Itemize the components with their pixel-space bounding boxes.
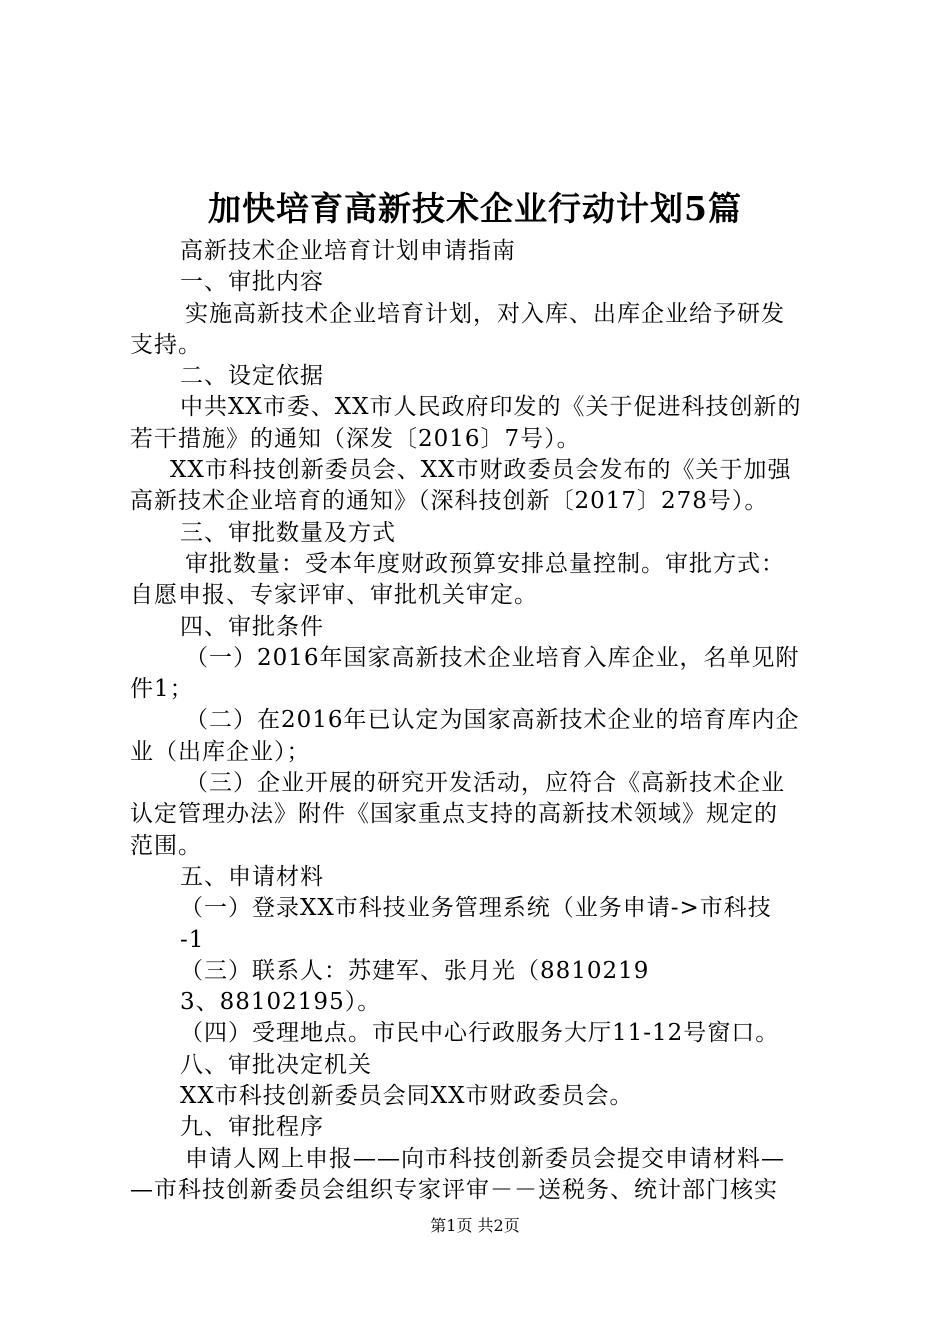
section-heading: 一、审批内容 bbox=[180, 269, 324, 296]
paragraph-line: （四）受理地点。市民中心行政服务大厅11-12号窗口。 bbox=[180, 1020, 780, 1047]
paragraph-line: 支持。 bbox=[130, 331, 202, 358]
section-heading: 三、审批数量及方式 bbox=[180, 519, 396, 546]
section-heading: 二、设定依据 bbox=[180, 363, 324, 390]
section-heading: 九、审批程序 bbox=[180, 1114, 324, 1141]
paragraph-line: 件1； bbox=[130, 676, 194, 703]
document-body bbox=[130, 236, 840, 1206]
paragraph-line: 范围。 bbox=[130, 832, 202, 859]
paragraph-line: 审批数量：受本年度财政预算安排总量控制。审批方式： bbox=[185, 550, 785, 577]
page-footer: 第1页 共2页 bbox=[430, 1216, 520, 1235]
paragraph-line: 中共XX市委、XX市人民政府印发的《关于促进科技创新的 bbox=[180, 394, 802, 421]
paragraph-line: 若干措施》的通知（深发〔2016〕7号）。 bbox=[130, 425, 581, 452]
section-heading: 四、审批条件 bbox=[180, 613, 324, 640]
paragraph-line: 3、88102195）。 bbox=[180, 989, 382, 1016]
section-heading: 八、审批决定机关 bbox=[180, 1051, 372, 1078]
document-title: 加快培育高新技术企业行动计划5篇 bbox=[208, 189, 742, 228]
paragraph-line: 申请人网上申报——向市科技创新委员会提交申请材料— bbox=[185, 1145, 785, 1172]
paragraph-line: （一）2016年国家高新技术企业培育入库企业，名单见附 bbox=[185, 644, 800, 671]
paragraph-line: -1 bbox=[180, 926, 205, 953]
paragraph-line: XX市科技创新委员会、XX市财政委员会发布的《关于加强 bbox=[170, 457, 792, 484]
paragraph-line: （二）在2016年已认定为国家高新技术企业的培育库内企 bbox=[185, 707, 800, 734]
paragraph-line: 业（出库企业）； bbox=[130, 738, 311, 765]
paragraph-line: 高新技术企业培育计划申请指南 bbox=[180, 238, 516, 264]
paragraph-line: 自愿申报、专家评审、审批机关审定。 bbox=[130, 582, 538, 609]
paragraph-line: —市科技创新委员会组织专家评审－－送税务、统计部门核实 bbox=[130, 1176, 778, 1203]
paragraph-line: 高新技术企业培育的通知》（深科技创新〔2017〕278号）。 bbox=[130, 488, 769, 515]
paragraph-line: （三）企业开展的研究开发活动，应符合《高新技术企业 bbox=[185, 770, 785, 797]
paragraph-line: （三）联系人：苏建军、张月光（8810219 bbox=[180, 957, 650, 984]
paragraph-line: （一）登录XX市科技业务管理系统（业务申请->市科技 bbox=[180, 895, 772, 922]
paragraph-line: 实施高新技术企业培育计划，对入库、出库企业给予研发 bbox=[185, 300, 785, 327]
paragraph-line: 认定管理办法》附件《国家重点支持的高新技术领域》规定的 bbox=[130, 801, 778, 828]
section-heading: 五、申请材料 bbox=[180, 863, 324, 890]
paragraph-line: XX市科技创新委员会同XX市财政委员会。 bbox=[180, 1083, 634, 1110]
